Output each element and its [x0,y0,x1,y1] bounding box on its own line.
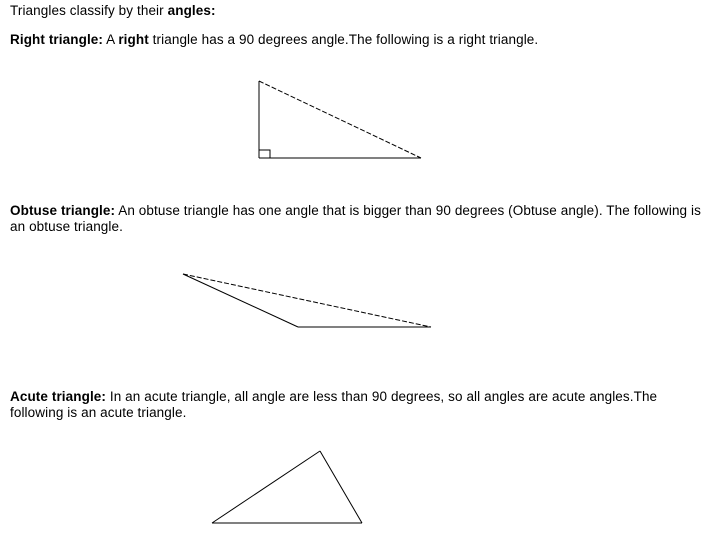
heading-emphasis: angles: [167,3,216,18]
right-triangle-rest: triangle has a 90 degrees angle.The following is a right triangle. [148,32,539,47]
obtuse-triangle-term: Obtuse triangle: [10,203,116,218]
acute-triangle-left-side [212,451,320,523]
right-triangle-pre: A [103,32,119,47]
acute-triangle-text: In an acute triangle, all angle are less than 90 degrees, so all angles are acute angles.The following is an acute triangle. [10,389,658,420]
right-triangle-bold-word: right [118,32,149,47]
acute-triangle-term: Acute triangle: [10,389,107,404]
obtuse-triangle-text: An obtuse triangle has one angle that is bigger than 90 degrees (Obtuse angle). The following is an obtuse triangle. [10,203,701,234]
acute-triangle-right-side [320,451,362,523]
right-triangle-term: Right triangle: [10,32,103,47]
heading-prefix: Triangles classify by their [10,3,168,18]
